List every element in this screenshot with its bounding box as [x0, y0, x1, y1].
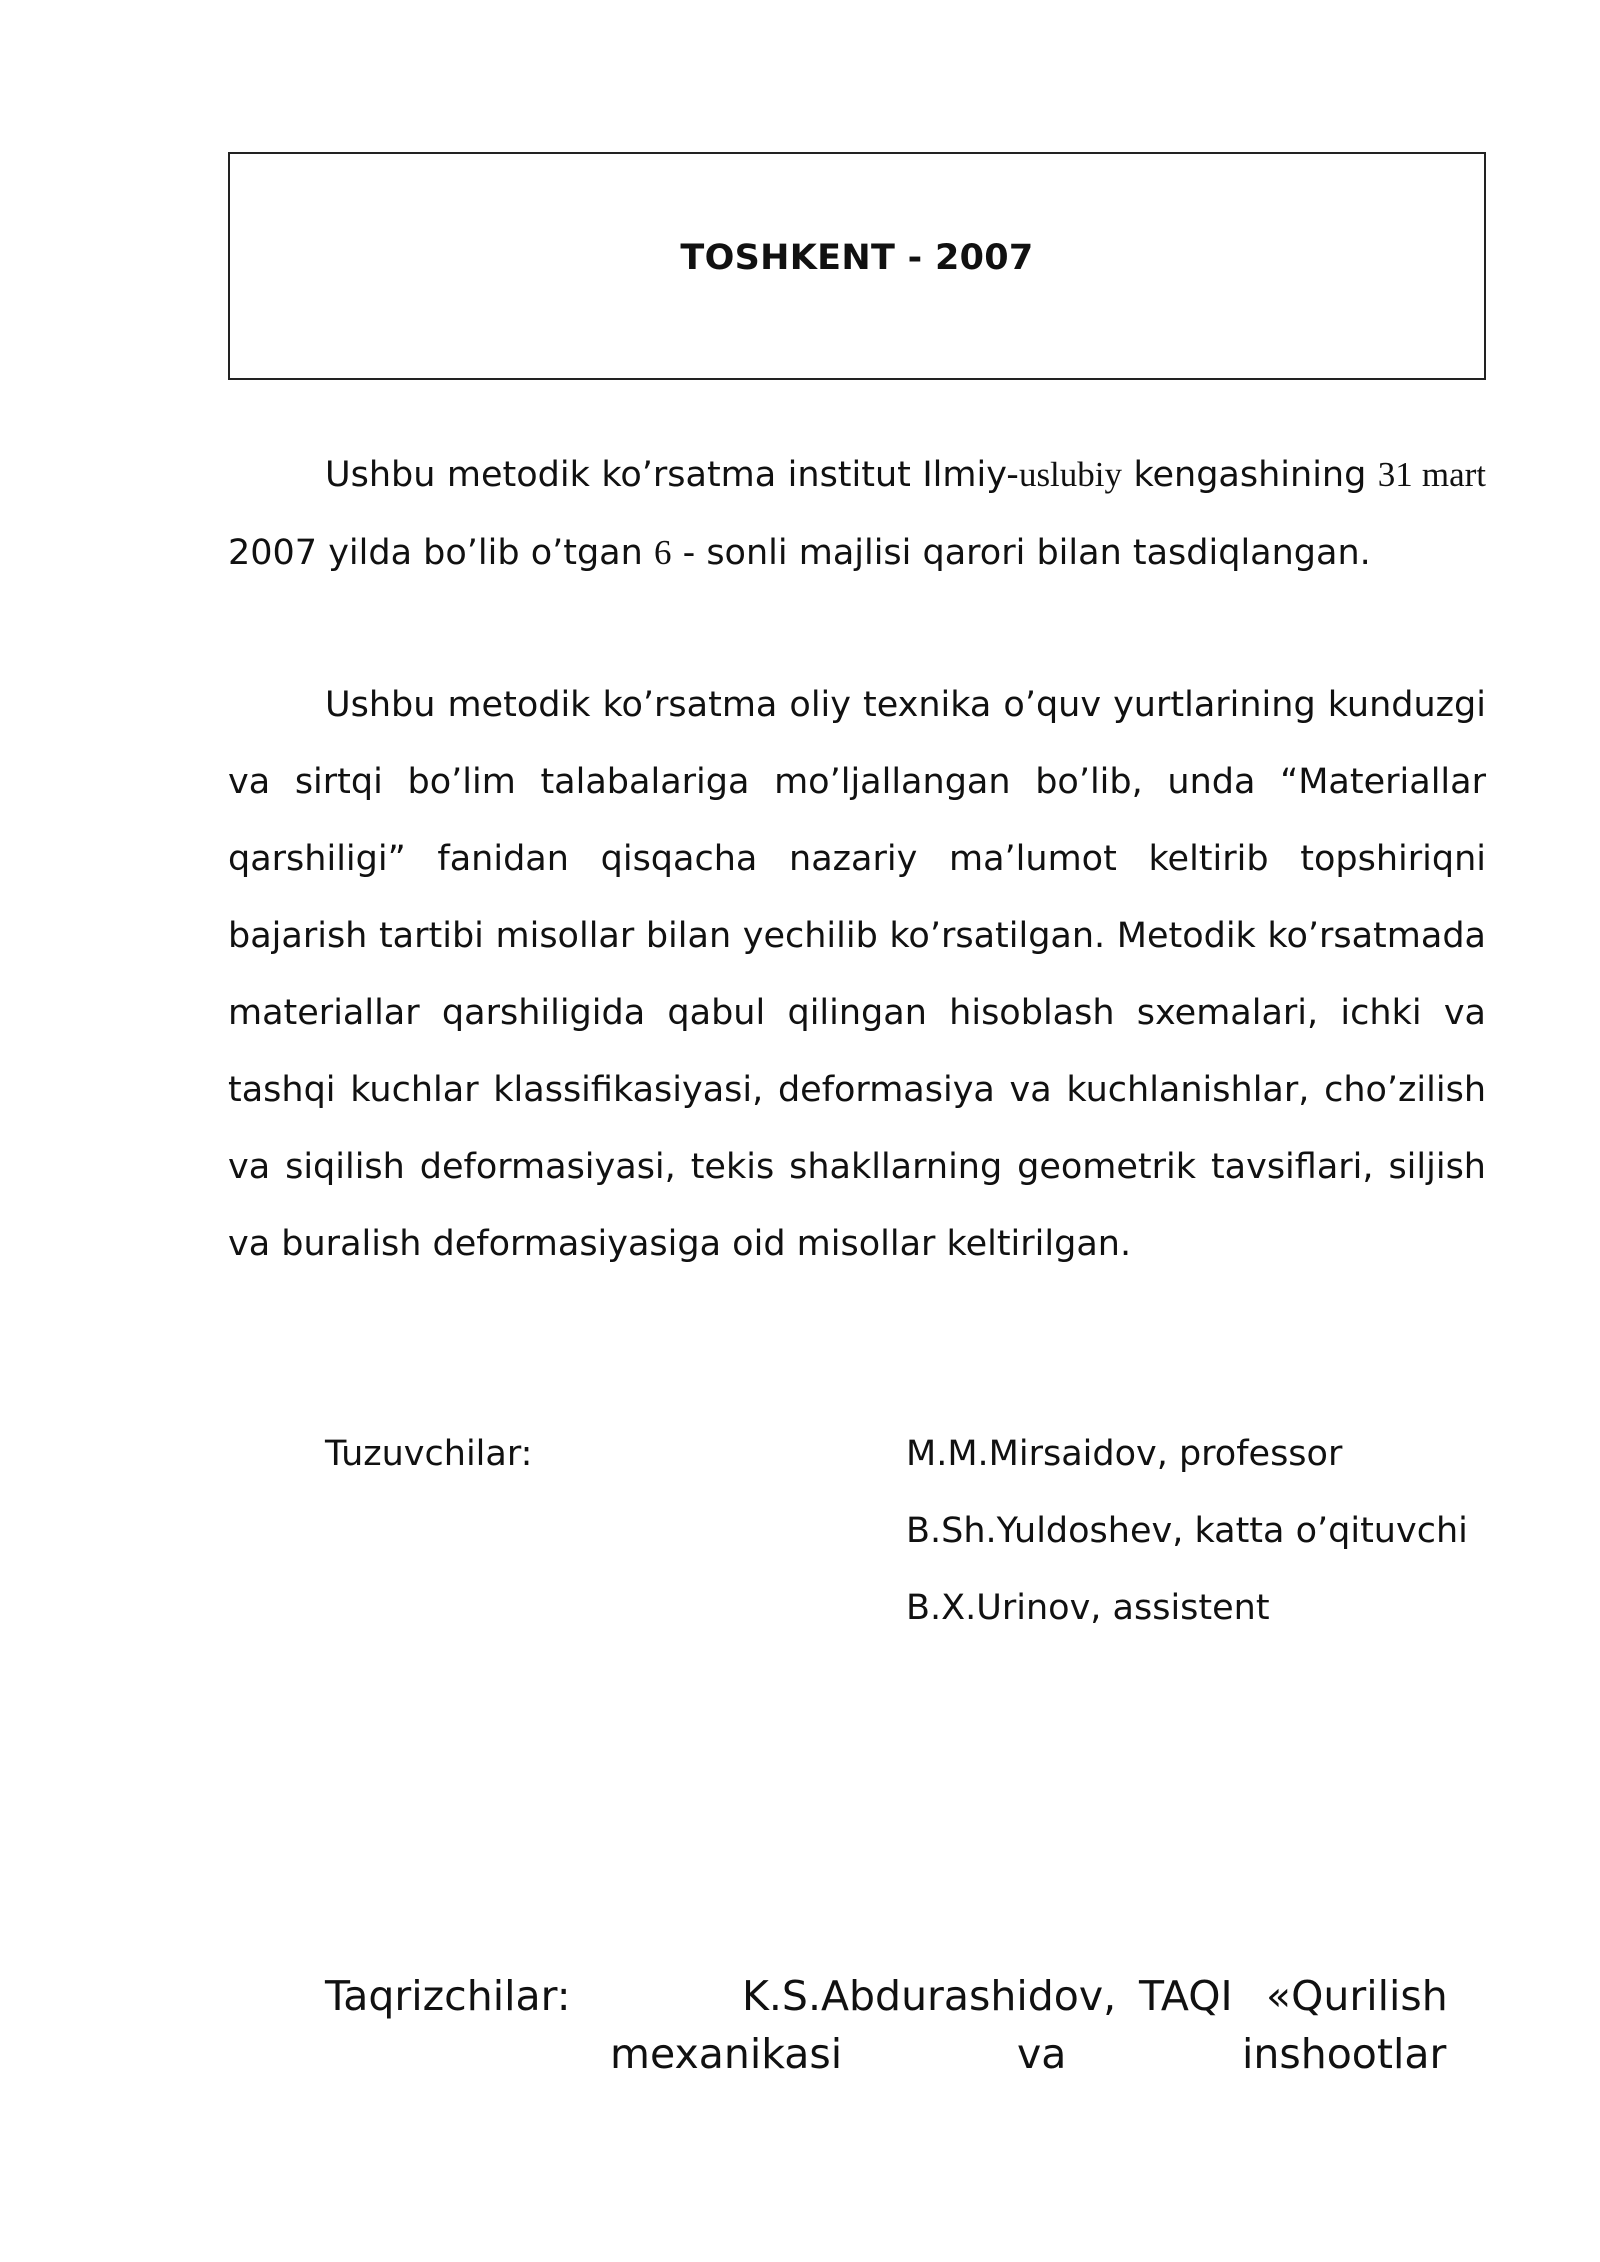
reviewer-word: mexanikasi	[610, 2030, 843, 2078]
author-name: M.M.Mirsaidov, professor	[906, 1434, 1343, 1474]
description-paragraph: Ushbu metodik ko’rsatma oliy texnika o’quv yurtlarining kunduzgi va sirtqi bo’lim talabalariga mo’ljallangan bo’lib, unda “Materiallar qarshiligi” fanidan qisqacha nazariy ma’lumot keltirib topshiriqni bajarish tartibi misollar bilan yechilib ko’rsatilgan. Metodik ko’rsatmada materiallar qarshiligida qabul qilingan hisoblash sxemalari, ichki va tashqi kuchlar klassifikasiyasi, deformasiya va kuchlanishlar, cho’zilish va siqilish deformasiyasi, tekis shakllarning geometrik tavsiflari, siljish va buralish deformasiyasiga oid misollar keltirilgan.	[228, 685, 1486, 1264]
reviewer-word: va	[1017, 2030, 1067, 2078]
approval-text-e: 2007 yilda bo’lib o’tgan	[228, 533, 654, 573]
approval-number: 6	[653, 533, 672, 572]
approval-date: 31 mart	[1377, 455, 1486, 494]
title-box	[228, 152, 1486, 380]
approval-paragraph	[228, 436, 1486, 592]
document-title: TOSHKENT - 2007	[680, 238, 1034, 278]
approval-text-c: kengashining	[1122, 455, 1378, 495]
reviewers-label: Taqrizchilar:	[325, 1972, 571, 2020]
reviewer-word: inshootlar	[1242, 2030, 1447, 2078]
reviewer-word: «Qurilish	[1266, 1972, 1448, 2020]
approval-text-a: Ushbu metodik ko’rsatma institut Ilmiy-	[325, 455, 1019, 495]
approval-text-g: - sonli majlisi qarori bilan tasdiqlangan.	[671, 533, 1371, 573]
approval-text-b: uslubiy	[1018, 455, 1123, 494]
authors-label: Tuzuvchilar:	[325, 1434, 533, 1474]
author-name: B.X.Urinov, assistent	[906, 1588, 1270, 1628]
reviewer-word: K.S.Abdurashidov,	[742, 1972, 1117, 2020]
reviewer-word: TAQI	[1139, 1972, 1233, 2020]
author-name: B.Sh.Yuldoshev, katta o’qituvchi	[906, 1511, 1468, 1551]
